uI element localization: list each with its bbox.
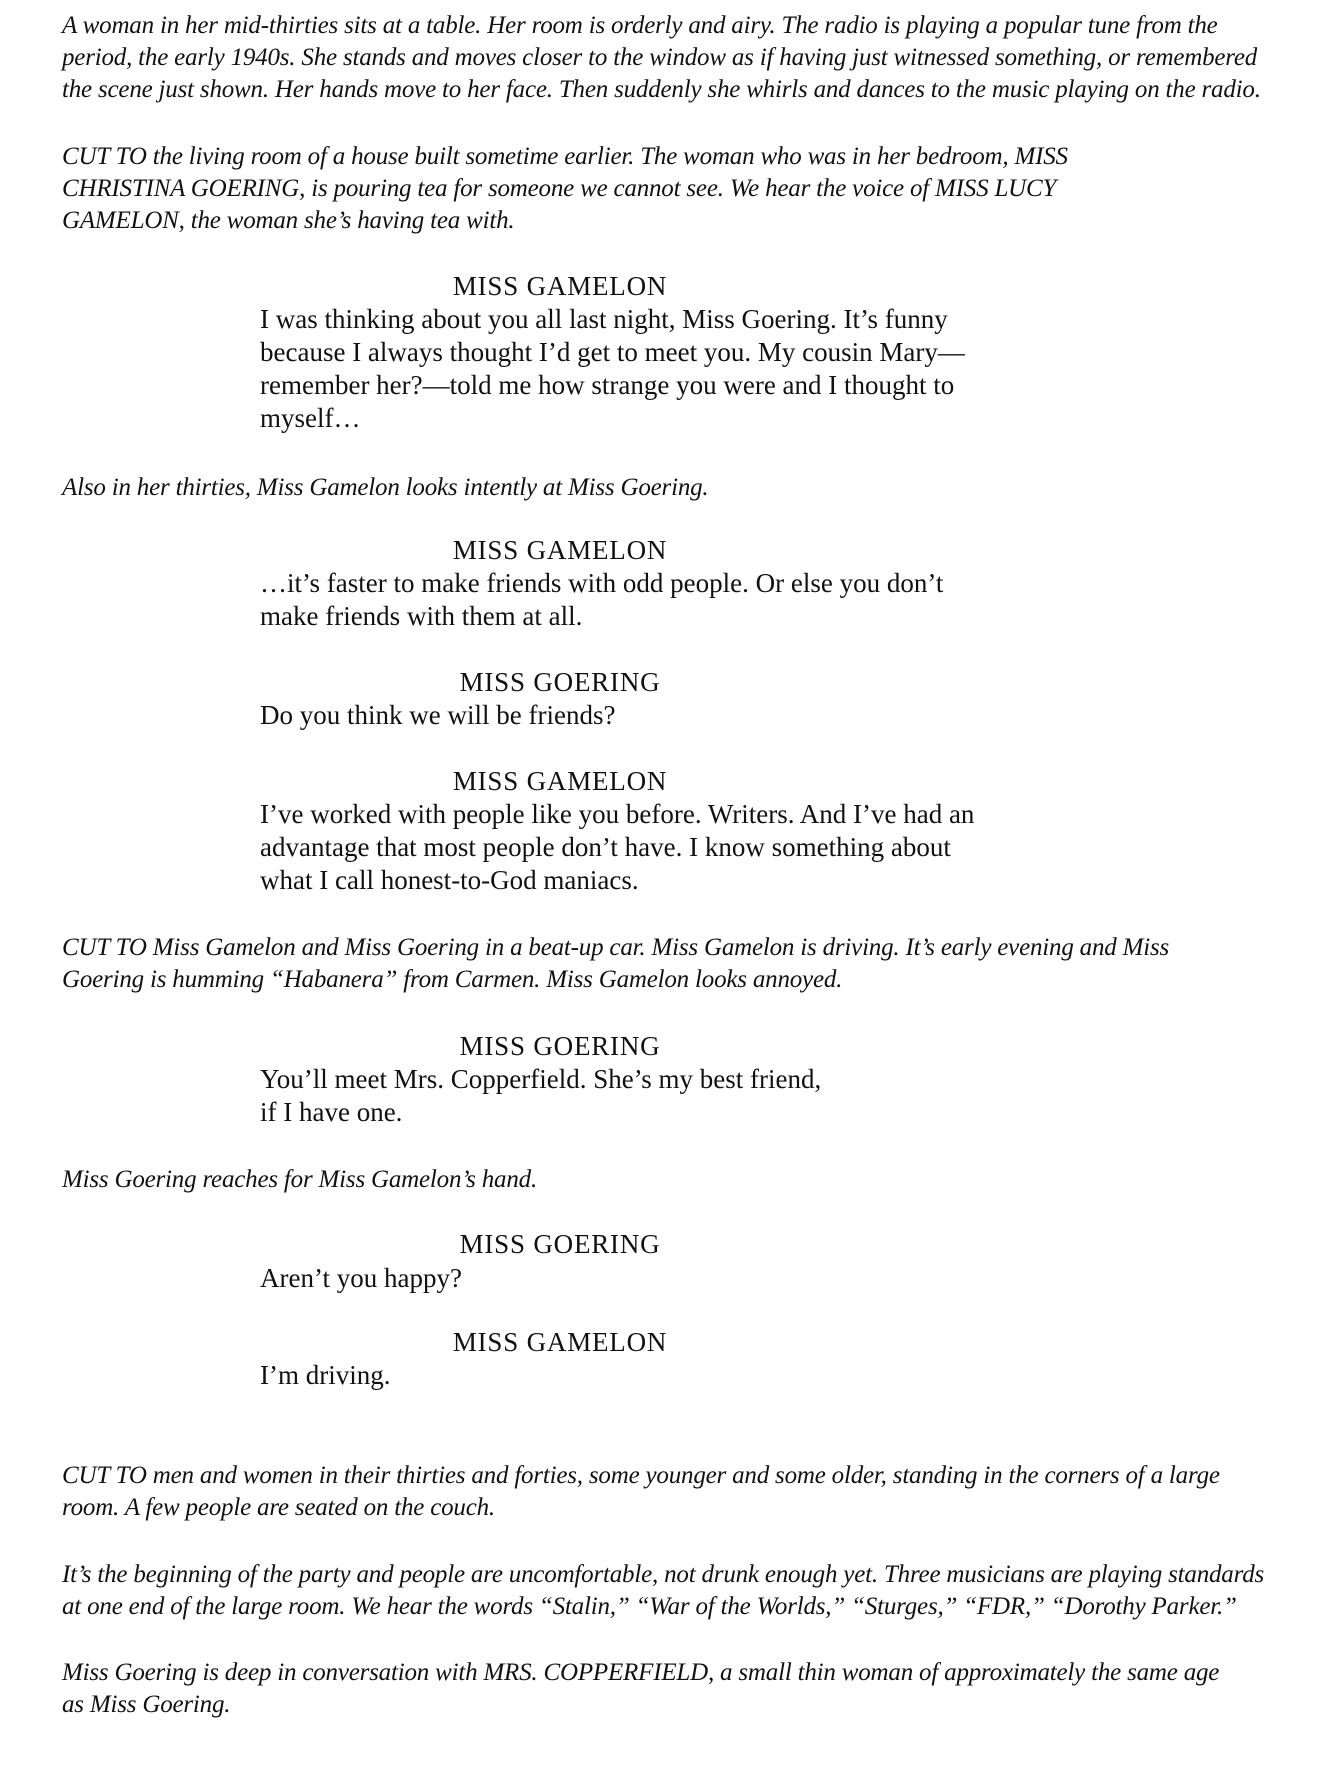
action-line: CHRISTINA GOERING, is pouring tea for someone we cannot see. We hear the voice of MISS LUCY [62, 175, 1057, 202]
character-name: MISS GAMELON [452, 1327, 668, 1357]
dialogue-line: if I have one. [260, 1097, 403, 1127]
action-line: It’s the beginning of the party and people are uncomfortable, not drunk enough yet. Three musicians are playing standards [62, 1561, 1265, 1588]
dialogue-line: Aren’t you happy? [260, 1263, 462, 1293]
action-line: CUT TO the living room of a house built sometime earlier. The woman who was in her bedroom, MISS [62, 143, 1068, 170]
action-party-room [62, 1460, 1272, 1524]
action-line: CUT TO men and women in their thirties and forties, some younger and some older, standing in the corners of a large [62, 1462, 1220, 1489]
dialogue [260, 699, 1080, 732]
dialogue-line: Do you think we will be friends? [260, 700, 616, 730]
action-living-room [62, 141, 1272, 237]
dialogue [260, 567, 1080, 633]
dialogue-line: I’m driving. [260, 1360, 391, 1390]
dialogue-line: advantage that most people don’t have. I know something about [260, 832, 951, 862]
dialogue-line: myself… [260, 403, 361, 433]
dialogue [260, 1359, 1080, 1392]
character-name: MISS GOERING [459, 667, 661, 697]
action-line: Miss Goering reaches for Miss Gamelon’s hand. [62, 1166, 538, 1193]
action-line: Also in her thirties, Miss Gamelon looks intently at Miss Goering. [62, 474, 709, 501]
character-name: MISS GOERING [459, 1229, 661, 1259]
action-line: Goering is humming “Habanera” from Carmen. Miss Gamelon looks annoyed. [62, 966, 843, 993]
dialogue [260, 1063, 1080, 1129]
action-party-beginning [62, 1559, 1272, 1623]
dialogue-line: remember her?—told me how strange you were and I thought to [260, 370, 955, 400]
action-reaches [62, 1164, 1272, 1196]
action-line: A woman in her mid-thirties sits at a table. Her room is orderly and airy. The radio is playing a popular tune from the [62, 12, 1218, 39]
action-line: the scene just shown. Her hands move to her face. Then suddenly she whirls and dances to the music playing on the radio. [62, 76, 1261, 103]
action-line: room. A few people are seated on the couch. [62, 1494, 495, 1521]
action-line: period, the early 1940s. She stands and moves closer to the window as if having just witnessed something, or remembered [62, 44, 1258, 71]
dialogue [260, 798, 1080, 897]
character-name: MISS GAMELON [452, 766, 668, 796]
action-line: CUT TO Miss Gamelon and Miss Goering in a beat-up car. Miss Gamelon is driving. It’s early evening and Miss [62, 934, 1170, 961]
dialogue [260, 1262, 1080, 1295]
dialogue-line: because I always thought I’d get to meet you. My cousin Mary— [260, 337, 965, 367]
dialogue-line: You’ll meet Mrs. Copperfield. She’s my best friend, [260, 1064, 822, 1094]
action-copperfield [62, 1657, 1272, 1721]
action-opening [62, 10, 1272, 106]
action-intently [62, 472, 1272, 504]
dialogue-line: I’ve worked with people like you before. Writers. And I’ve had an [260, 799, 975, 829]
action-line: at one end of the large room. We hear the words “Stalin,” “War of the Worlds,” “Sturges,” “FDR,” “Dorothy Parker.” [62, 1593, 1237, 1620]
character-name: MISS GAMELON [452, 271, 668, 301]
dialogue-line: …it’s faster to make friends with odd people. Or else you don’t [260, 568, 944, 598]
action-line: GAMELON, the woman she’s having tea with. [62, 207, 515, 234]
action-car [62, 932, 1272, 996]
dialogue-line: make friends with them at all. [260, 601, 583, 631]
dialogue [260, 303, 1080, 435]
dialogue-line: I was thinking about you all last night, Miss Goering. It’s funny [260, 304, 948, 334]
character-name: MISS GOERING [459, 1031, 661, 1061]
character-name: MISS GAMELON [452, 535, 668, 565]
action-line: as Miss Goering. [62, 1691, 231, 1718]
action-line: Miss Goering is deep in conversation with MRS. COPPERFIELD, a small thin woman of approximately the same age [62, 1659, 1220, 1686]
dialogue-line: what I call honest-to-God maniacs. [260, 865, 639, 895]
